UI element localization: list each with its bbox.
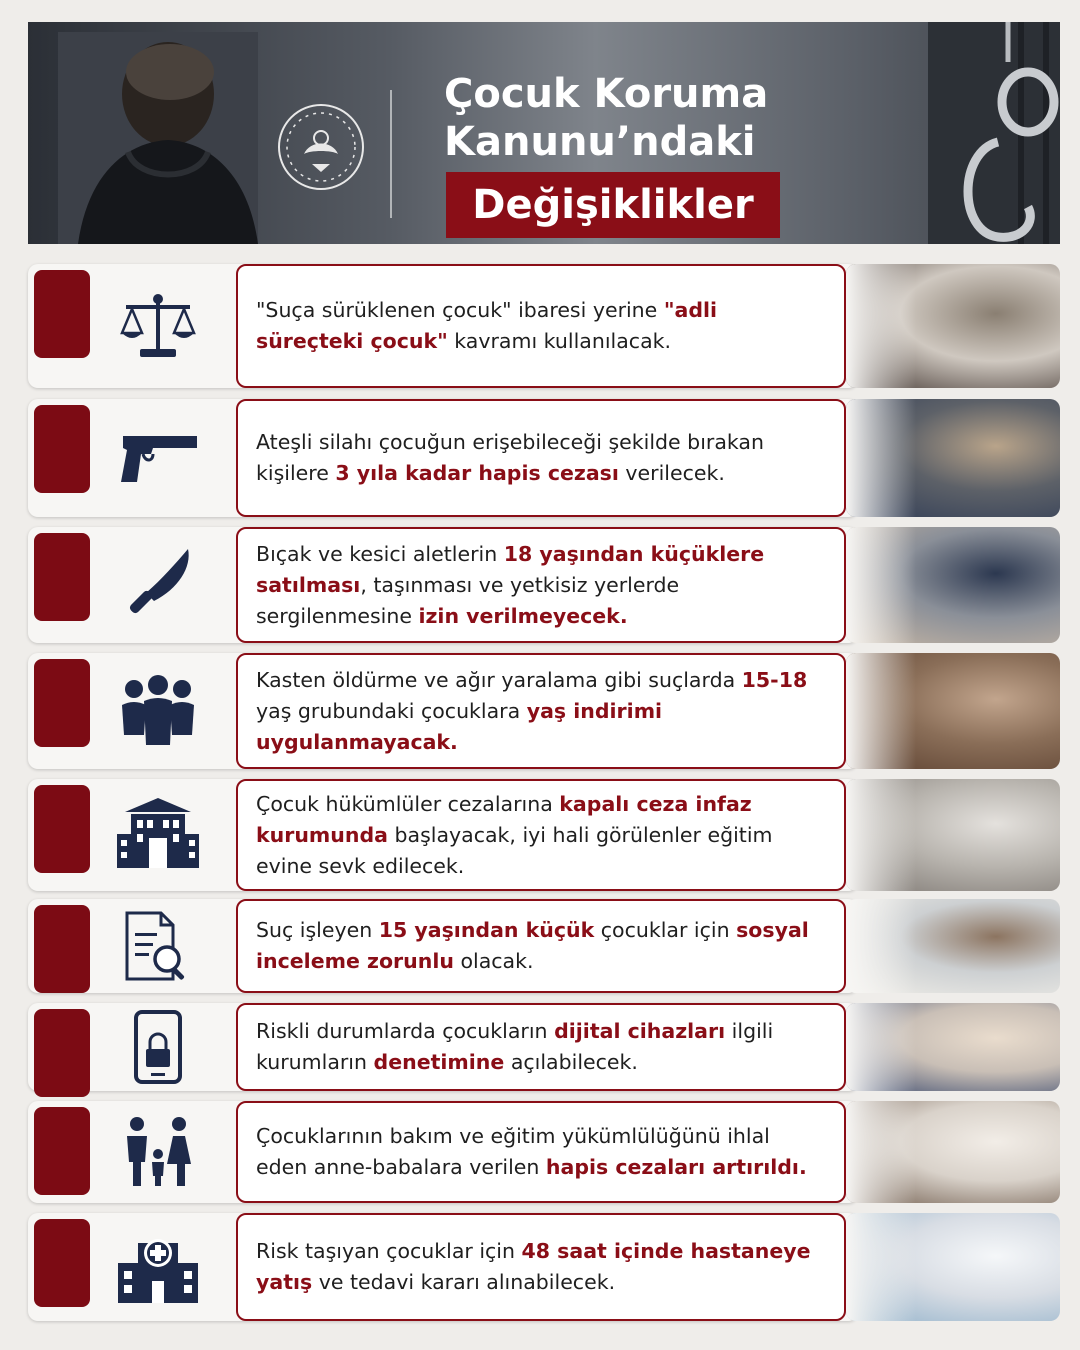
highlight-text: hapis cezaları artırıldı.: [545, 1155, 807, 1179]
change-description: [256, 1121, 826, 1183]
illustrative-photo: [846, 399, 1060, 517]
change-item-6: [28, 899, 1060, 993]
red-tab: [34, 270, 90, 358]
handcuffs-photo: [928, 22, 1060, 244]
change-item-8: [28, 1101, 1060, 1203]
change-description: [256, 1016, 826, 1078]
body-text: başlayacak, iyi hali görülenler eğitim evine sevk edilecek.: [256, 822, 773, 878]
change-description: [256, 427, 826, 489]
group-icon: [110, 663, 206, 759]
body-text: Riskli durumlarda çocukların: [256, 1019, 555, 1043]
title-highlight: Değişiklikler: [446, 172, 780, 238]
change-description-box: [236, 399, 846, 517]
change-item-9: [28, 1213, 1060, 1321]
body-text: ilgili kurumların: [256, 1019, 774, 1074]
highlight-text: 18 yaşından küçüklere satılması: [256, 541, 765, 597]
change-item-1: [28, 264, 1060, 388]
change-description: [256, 1236, 826, 1298]
change-item-5: [28, 779, 1060, 891]
boy-hoodie-photo: [58, 32, 258, 244]
pistol-icon: [110, 410, 206, 506]
change-item-3: [28, 527, 1060, 643]
red-tab: [34, 1107, 90, 1195]
red-tab: [34, 659, 90, 747]
hospital-icon: [110, 1219, 206, 1315]
change-description: [256, 539, 826, 632]
header-divider: [390, 90, 392, 218]
building-icon: [110, 787, 206, 883]
body-text: Ateşli silahı çocuğun erişebileceği şekilde bırakan kişilere: [256, 430, 764, 485]
highlight-text: kapalı ceza infaz kurumunda: [256, 791, 752, 847]
change-description-box: [236, 1101, 846, 1203]
ministry-emblem: [276, 102, 366, 192]
change-description-box: [236, 1003, 846, 1091]
body-text: Çocuk hükümlüler cezalarına: [256, 791, 560, 816]
body-text: olacak.: [453, 949, 534, 973]
red-tab: [34, 1219, 90, 1307]
body-text: kavramı kullanılacak.: [447, 329, 672, 353]
illustrative-photo: [846, 653, 1060, 769]
illustrative-photo: [846, 264, 1060, 388]
change-item-2: [28, 399, 1060, 517]
red-tab: [34, 533, 90, 621]
illustrative-photo: [846, 1003, 1060, 1091]
red-tab: [34, 1009, 90, 1097]
illustrative-photo: [846, 527, 1060, 643]
body-text: Kasten öldürme ve ağır yaralama gibi suçlarda: [256, 667, 742, 692]
body-text: Çocuklarının bakım ve eğitim yükümlülüğünü ihlal eden anne-babalara verilen: [256, 1124, 770, 1179]
change-item-7: [28, 1003, 1060, 1091]
highlight-text: 15 yaşından küçük: [378, 918, 595, 942]
change-description-box: [236, 1213, 846, 1321]
document-search-icon: [110, 898, 206, 994]
body-text: ve tedavi kararı alınabilecek.: [312, 1270, 616, 1294]
change-description-box: [236, 527, 846, 643]
highlight-text: 3 yıla kadar hapis cezası: [335, 461, 619, 485]
illustrative-photo: [846, 1213, 1060, 1321]
body-text: Suç işleyen: [256, 918, 379, 942]
illustrative-photo: [846, 1101, 1060, 1203]
body-text: açılabilecek.: [504, 1050, 638, 1074]
header-banner: [28, 22, 1060, 244]
knife-icon: [110, 537, 206, 633]
change-description-box: [236, 653, 846, 769]
highlight-text: dijital cihazları: [554, 1019, 726, 1043]
red-tab: [34, 785, 90, 873]
body-text: yaş grubundaki çocuklara: [256, 698, 527, 723]
red-tab: [34, 905, 90, 993]
title-line-1: Çocuk Koruma: [444, 71, 769, 117]
change-description: [256, 295, 826, 357]
change-description-box: [236, 264, 846, 388]
change-description: [256, 665, 826, 758]
body-text: "Suça sürüklenen çocuk" ibaresi yerine: [256, 298, 664, 322]
family-icon: [110, 1104, 206, 1200]
title-line-2: Kanunu’ndaki: [444, 119, 756, 165]
highlight-text: 48 saat içinde hastaneye yatış: [256, 1239, 811, 1294]
highlight-text: denetimine: [373, 1050, 505, 1074]
illustrative-photo: [846, 779, 1060, 891]
change-description-box: [236, 899, 846, 993]
red-tab: [34, 405, 90, 493]
highlight-text: sosyal inceleme zorunlu: [256, 918, 809, 973]
change-description-box: [236, 779, 846, 891]
change-description: [256, 789, 826, 882]
body-text: Risk taşıyan çocuklar için: [256, 1239, 522, 1263]
illustrative-photo: [846, 899, 1060, 993]
body-text: Bıçak ve kesici aletlerin: [256, 541, 504, 566]
highlight-text: izin verilmeyecek.: [418, 603, 628, 628]
highlight-text: "adli süreçteki çocuk": [256, 298, 718, 353]
body-text: verilecek.: [618, 461, 725, 485]
highlight-text: 15-18: [741, 667, 808, 692]
body-text: çocuklar için: [594, 918, 737, 942]
change-description: [256, 915, 826, 977]
highlight-text: yaş indirimi uygulanmayacak.: [256, 698, 663, 754]
phone-lock-icon: [110, 999, 206, 1095]
scales-icon: [110, 278, 206, 374]
change-item-4: [28, 653, 1060, 769]
body-text: , taşınması ve yetkisiz yerlerde sergilenmesine: [256, 572, 680, 628]
